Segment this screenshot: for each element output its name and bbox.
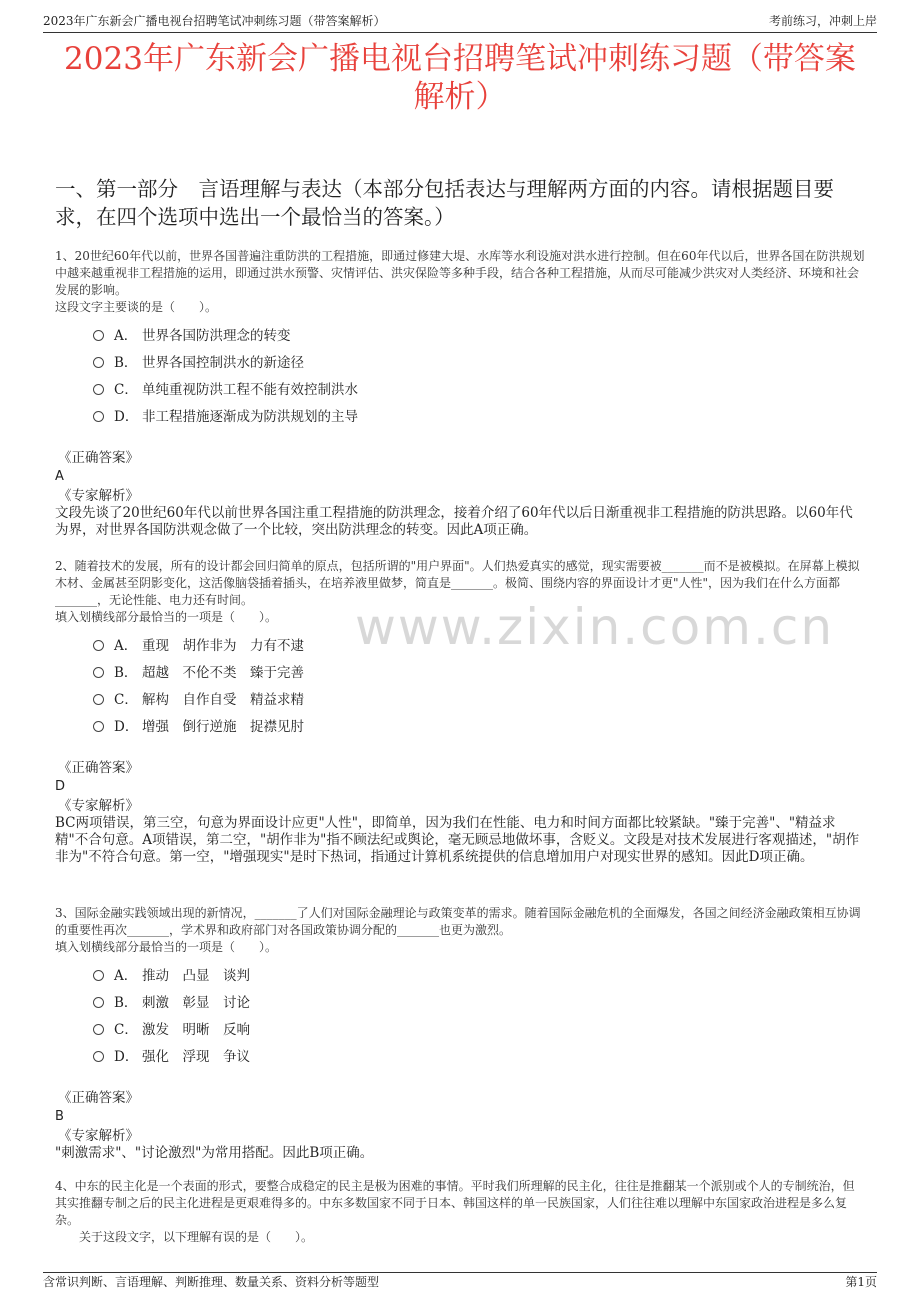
radio-circle-icon[interactable] xyxy=(93,694,104,705)
option-a[interactable]: A． 世界各国防洪理念的转变 xyxy=(93,320,865,347)
option-list xyxy=(93,960,865,1068)
question-stem: 1、20世纪60年代以前，世界各国普遍注重防洪的工程措施，即通过修建大堤、水库等水利设施对洪水进行控制。但在60年代以后，世界各国在防洪规划中越来越重视非工程措施的运用，即通过洪水预警、灾情评估、洪灾保险等多种手段，结合各种工程措施，从而尽可能减少洪灾对人类经济、环境和社会发展的影响。 xyxy=(55,249,865,297)
question-prompt: 填入划横线部分最恰当的一项是（ ）。 xyxy=(55,610,278,624)
question-1 xyxy=(55,248,865,539)
option-list xyxy=(93,630,865,738)
answer-label: 《正确答案》 xyxy=(58,450,139,466)
analysis-text: 文段先谈了20世纪60年代以前世界各国注重工程措施的防洪理念，接着介绍了60年代以后日渐重视非工程措施的防洪思路。以60年代为界，对世界各国防洪观念做了一个比较，突出防洪理念的转变。因此A项正确。 xyxy=(55,505,853,538)
page-title: 2023年广东新会广播电视台招聘笔试冲刺练习题（带答案解析） xyxy=(64,41,856,115)
question-2 xyxy=(55,558,865,866)
question-prompt: 这段文字主要谈的是（ ）。 xyxy=(55,300,218,314)
option-c[interactable]: C． 单纯重视防洪工程不能有效控制洪水 xyxy=(93,374,865,401)
page-footer xyxy=(43,1272,877,1291)
analysis-text: "刺激需求"、"讨论激烈"为常用搭配。因此B项正确。 xyxy=(55,1145,374,1161)
option-c[interactable]: C． 激发 明晰 反响 xyxy=(93,1014,865,1041)
section-heading: 一、第一部分 言语理解与表达（本部分包括表达与理解两方面的内容。请根据题目要求，在四个选项中选出一个最恰当的答案。） xyxy=(55,177,834,229)
answer-block xyxy=(55,760,865,866)
answer-label: 《正确答案》 xyxy=(58,1090,139,1106)
answer-block xyxy=(55,450,865,539)
question-4 xyxy=(55,1178,865,1246)
radio-circle-icon[interactable] xyxy=(93,640,104,651)
radio-circle-icon[interactable] xyxy=(93,384,104,395)
radio-circle-icon[interactable] xyxy=(93,330,104,341)
option-a[interactable]: A． 重现 胡作非为 力有不逮 xyxy=(93,630,865,657)
radio-circle-icon[interactable] xyxy=(93,1051,104,1062)
radio-circle-icon[interactable] xyxy=(93,411,104,422)
option-d[interactable]: D． 非工程措施逐渐成为防洪规划的主导 xyxy=(93,401,865,428)
analysis-text: BC两项错误，第三空，句意为界面设计应更"人性"，即简单，因为我们在性能、电力和时间方面都比较紧缺。"臻于完善"、"精益求精"不合句意。A项错误，第二空，"胡作非为"指不顾法纪或舆论，毫无顾忌地做坏事，含贬义。文段是对技术发展进行客观描述，"胡作非为"不符合句意。第一空，"增强现实"是时下热词，指通过计算机系统提供的信息增加用户对现实世界的感知。因此D项正确。 xyxy=(55,815,860,865)
radio-circle-icon[interactable] xyxy=(93,1024,104,1035)
answer-block xyxy=(55,1090,865,1162)
analysis-label: 《专家解析》 xyxy=(58,1128,139,1144)
header-title: 2023年广东新会广播电视台招聘笔试冲刺练习题（带答案解析） xyxy=(43,14,386,28)
option-list xyxy=(93,320,865,428)
question-3 xyxy=(55,905,865,1162)
radio-circle-icon[interactable] xyxy=(93,667,104,678)
option-c[interactable]: C． 解构 自作自受 精益求精 xyxy=(93,684,865,711)
watermark: www.zixin.com.cn xyxy=(355,598,835,656)
page-number: 第1页 xyxy=(845,1275,877,1289)
answer-value: A xyxy=(55,469,64,484)
option-d[interactable]: D． 强化 浮现 争议 xyxy=(93,1041,865,1068)
header-slogan: 考前练习，冲刺上岸 xyxy=(768,14,877,28)
option-b[interactable]: B． 世界各国控制洪水的新途径 xyxy=(93,347,865,374)
analysis-label: 《专家解析》 xyxy=(58,798,139,814)
option-b[interactable]: B． 刺激 彰显 讨论 xyxy=(93,987,865,1014)
option-b[interactable]: B． 超越 不伦不类 臻于完善 xyxy=(93,657,865,684)
option-d[interactable]: D． 增强 倒行逆施 捉襟见肘 xyxy=(93,711,865,738)
radio-circle-icon[interactable] xyxy=(93,970,104,981)
option-a[interactable]: A． 推动 凸显 谈判 xyxy=(93,960,865,987)
question-prompt: 填入划横线部分最恰当的一项是（ ）。 xyxy=(55,940,278,954)
analysis-label: 《专家解析》 xyxy=(58,488,139,504)
answer-value: D xyxy=(55,779,66,794)
question-stem: 3、国际金融实践领域出现的新情况，_______了人们对国际金融理论与政策变革的需求。随着国际金融危机的全面爆发，各国之间经济金融政策相互协调的重要性再次_______，学术界和政府部门对各国政策协调分配的_______也更为激烈。 xyxy=(55,906,861,937)
question-stem: 2、随着技术的发展，所有的设计都会回归简单的原点，包括所谓的"用户界面"。人们热爱真实的感觉，现实需要被_______而不是被模拟。在屏幕上模拟木材、金属甚至阴影变化，这活像脑袋插着插头，在培养液里做梦，简直是_______。极简、围绕内容的界面设计才更"人性"，因为我们在什么方面都_______，无论性能、电力还有时间。 xyxy=(55,559,860,607)
radio-circle-icon[interactable] xyxy=(93,357,104,368)
answer-label: 《正确答案》 xyxy=(58,760,139,776)
page-header xyxy=(43,10,877,33)
question-stem: 4、中东的民主化是一个表面的形式，要整合成稳定的民主是极为困难的事情。平时我们所理解的民主化，往往是推翻某一个派别或个人的专制统治，但其实推翻专制之后的民主化进程是更艰难得多的。中东多数国家不同于日本、韩国这样的单一民族国家，人们往往难以理解中东国家政治进程是多么复杂。 xyxy=(55,1179,855,1227)
radio-circle-icon[interactable] xyxy=(93,721,104,732)
question-prompt: 关于这段文字，以下理解有误的是（ ）。 xyxy=(79,1230,314,1244)
footer-note: 含常识判断、言语理解、判断推理、数量关系、资料分析等题型 xyxy=(43,1275,380,1289)
answer-value: B xyxy=(55,1109,64,1124)
radio-circle-icon[interactable] xyxy=(93,997,104,1008)
